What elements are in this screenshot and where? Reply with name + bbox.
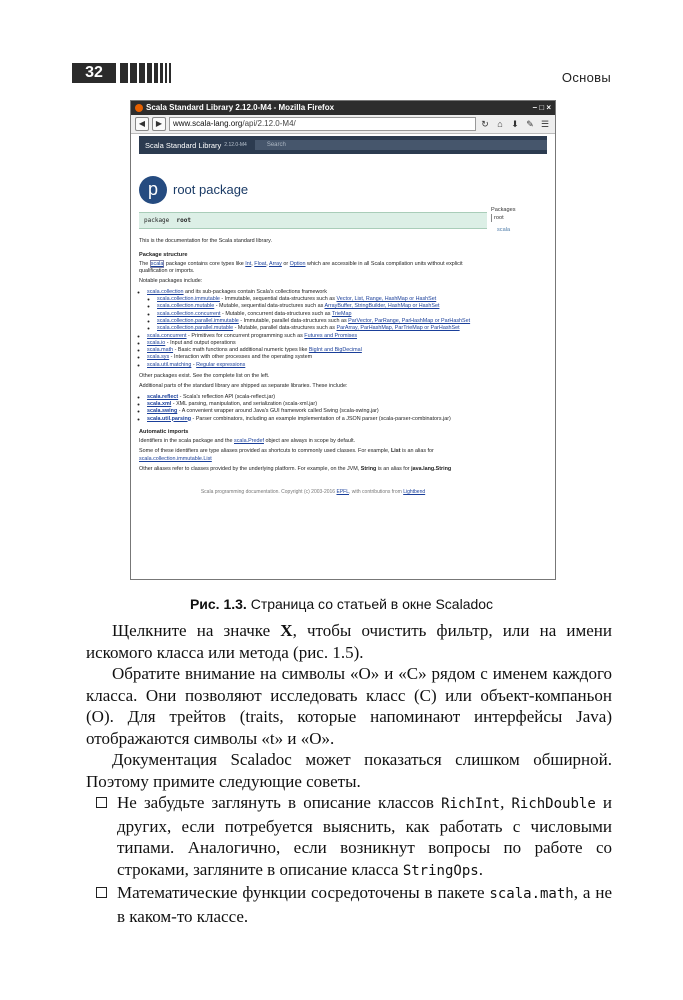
package-link[interactable]: scala.math <box>147 347 174 354</box>
class-links[interactable]: TrieMap <box>331 310 352 317</box>
package-link[interactable]: scala.sys <box>147 354 170 361</box>
auto-imports-heading: Automatic imports <box>139 428 189 435</box>
text-span: - Immutable, parallel data-structures such as <box>238 317 349 324</box>
text-span: package contains core types like <box>164 260 246 267</box>
package-link[interactable]: scala.collection.immutable <box>157 296 220 303</box>
class-links[interactable]: ParArray, ParHashMap, ParTrieMap or ParHashSet <box>336 325 460 332</box>
text-span: object are always in scope by default. <box>263 438 356 445</box>
text-span: The <box>139 260 150 267</box>
checkbox-bullet-icon <box>96 797 107 808</box>
page-number: 32 <box>72 63 116 83</box>
caption-label: Рис. 1.3. <box>189 596 247 612</box>
text-span: Some of these identifiers are type aliases provided as shortcuts to commonly used classes. For example, <box>139 448 391 455</box>
bullet-text <box>117 792 612 882</box>
text-span: и других, если потребуется выяснить, как работать с числовыми типами. Аналогично, если возникнут вопросы по работе со строками, загляните в описание класса <box>117 793 612 879</box>
class-links[interactable]: Vector, List, Range, HashMap or HashSet <box>336 296 437 303</box>
firefox-icon <box>135 104 143 112</box>
paragraph: Обратите внимание на символы «O» и «C» рядом с именем каждого класса. Они позволяют исследовать класс (C) или объект-компаньон (O). Для трейтов (traits, которые напоминают интерфейсы Java) отображаются символы «t» и «O». <box>86 664 612 748</box>
browser-titlebar <box>131 101 555 115</box>
window-title: Scala Standard Library 2.12.0-M4 - Mozilla Firefox <box>146 103 335 112</box>
lightbend-link[interactable]: Lightbend <box>403 489 426 496</box>
list-item <box>157 303 487 310</box>
auto-imports-p1 <box>139 438 487 445</box>
collection-sublist <box>147 296 487 332</box>
list-item <box>157 325 487 332</box>
type-link-int[interactable]: Int <box>245 260 252 267</box>
download-icon[interactable]: ⬇ <box>511 118 519 129</box>
type-link-option[interactable]: Option <box>289 260 306 267</box>
search-input[interactable]: Search <box>255 140 547 150</box>
code-span: StringOps <box>402 862 479 879</box>
package-signature <box>139 212 487 229</box>
bullet-item <box>96 882 612 927</box>
text-span: - Interaction with other processes and the operating system <box>169 354 313 361</box>
other-packages-text: Other packages exist. See the complete list on the left. <box>139 373 270 380</box>
forward-button[interactable]: ▶ <box>152 117 166 131</box>
list-item <box>147 362 487 369</box>
list-item <box>147 408 487 415</box>
list-item <box>157 318 487 325</box>
scaladoc-header <box>139 136 547 154</box>
structure-heading: Package structure <box>139 251 188 258</box>
site-version: 2.12.0-M4 <box>224 142 247 148</box>
list-item <box>147 347 487 354</box>
figure-caption <box>0 596 683 612</box>
figure-screenshot <box>130 100 556 580</box>
package-link[interactable]: scala.concurrent <box>147 332 187 339</box>
text-span: - Immutable, sequential data-structures such as <box>219 296 337 303</box>
text-span: which are accessible in all Scala compilation units without explicit qualification or imports. <box>139 260 463 275</box>
window-controls[interactable]: – □ × <box>532 103 551 112</box>
signature-name: root <box>176 217 191 224</box>
package-link[interactable]: scala.collection.concurrent <box>157 310 221 317</box>
text-span: is an alias for <box>400 448 434 455</box>
list-item <box>157 311 487 318</box>
type-link-array[interactable]: Array <box>268 260 282 267</box>
epfl-link[interactable]: EPFL <box>336 489 349 496</box>
text-span: , with contributions from <box>349 489 404 496</box>
list-item <box>157 296 487 303</box>
text-span: - Mutable, sequential data-structures such as <box>214 303 325 310</box>
list-item <box>147 333 487 340</box>
url-path: /api/2.12.0-M4/ <box>242 119 296 128</box>
text-span: , чтобы очистить фильтр, или на имени искомого класса или метода (рис. 1.5). <box>86 621 612 662</box>
wrench-icon[interactable]: ✎ <box>526 118 534 129</box>
text-span: - Input and output operations <box>165 339 236 346</box>
url-host: www.scala-lang.org <box>173 119 243 128</box>
package-link[interactable]: scala.collection <box>147 288 184 295</box>
text-span: Щелкните на значке <box>112 621 281 640</box>
package-link[interactable]: scala.reflect <box>147 393 179 400</box>
package-link[interactable]: scala.xml <box>147 400 172 407</box>
list-item <box>147 289 487 333</box>
notable-label: Notable packages include: <box>139 278 203 285</box>
body-text <box>86 620 612 927</box>
back-button[interactable]: ◀ <box>135 117 149 131</box>
package-link[interactable]: scala.io <box>147 339 166 346</box>
page-number-decoration <box>120 63 171 83</box>
list-item <box>147 394 487 401</box>
checkbox-bullet-icon <box>96 887 107 898</box>
package-heading <box>139 176 487 204</box>
text-span: - Scala's reflection API (scala-reflect.jar) <box>178 393 276 400</box>
package-link[interactable]: scala.collection.parallel.immutable <box>157 317 239 324</box>
scaladoc-main <box>139 160 487 497</box>
code-span: scala.math <box>489 886 574 902</box>
class-links[interactable]: BigInt and BigDecimal <box>308 347 362 354</box>
type-link-float[interactable]: Float <box>254 260 267 267</box>
package-link[interactable]: scala.collection.mutable <box>157 303 215 310</box>
paragraph <box>86 620 612 663</box>
package-link[interactable]: scala.swing <box>147 408 178 415</box>
class-links[interactable]: Regular expressions <box>196 361 246 368</box>
package-link[interactable]: scala.collection.parallel.mutable <box>157 325 234 332</box>
bullet-text <box>117 882 612 927</box>
text-span: is an alias for <box>376 466 412 473</box>
site-title: Scala Standard Library <box>145 140 222 150</box>
list-type: List <box>390 448 401 455</box>
code-span: RichInt <box>441 796 501 812</box>
text-span: Identifiers in the scala package and the <box>139 438 234 445</box>
browser-navbar <box>131 115 555 134</box>
running-head: Основы <box>561 70 611 85</box>
package-link[interactable]: scala.util.matching <box>147 361 192 368</box>
scala-link[interactable]: scala <box>150 260 164 267</box>
class-links[interactable]: ParVector, ParRange, ParHashMap or ParHashSet <box>348 317 471 324</box>
string-type: String <box>360 466 377 473</box>
home-icon[interactable]: ⌂ <box>497 119 503 129</box>
auto-imports-p3 <box>139 466 487 473</box>
class-links[interactable]: ArrayBuffer, StringBuilder, HashMap or HashSet <box>324 303 440 310</box>
code-span: RichDouble <box>511 796 596 812</box>
auto-imports-p2 <box>139 448 487 463</box>
paragraph: Документация Scaladoc может показаться слишком обширной. Поэтому примите следующие советы. <box>86 750 612 791</box>
structure-paragraph: The scala package contains core types like Int, Float, Array or Option which are accessible in all Scala compilation units without explicit qualification or imports. <box>139 260 463 275</box>
text-span: - Mutable, concurrent data-structures such as <box>220 310 332 317</box>
class-links[interactable]: Futures and Promises <box>304 332 358 339</box>
text-span: - XML parsing, manipulation, and serialization (scala-xml.jar) <box>171 400 317 407</box>
scaladoc-page <box>131 134 555 579</box>
package-title: root package <box>173 182 249 198</box>
reload-icon[interactable]: ↻ <box>481 118 489 129</box>
text-span: - Parser combinators, including an example implementation of a JSON parser (scala-parser-combinators.jar) <box>191 415 451 422</box>
text-span: , а не в каком-то классе. <box>117 883 612 926</box>
bullet-item <box>96 792 612 882</box>
java-string-type: java.lang.String <box>411 466 452 473</box>
list-item <box>147 401 487 408</box>
intro-text: This is the documentation for the Scala standard library. <box>139 238 272 245</box>
text-span: Scala programming documentation. Copyright (c) 2003-2016 <box>200 489 337 496</box>
package-icon: p <box>139 176 167 204</box>
side-scala-item[interactable]: scala <box>497 227 511 233</box>
x-symbol: X <box>280 621 293 640</box>
separate-libraries-list <box>139 394 487 423</box>
additional-intro: Additional parts of the standard library are shipped as separate libraries. These include: <box>139 383 348 390</box>
text-span: and its sub-packages contain Scala's collections framework <box>183 288 327 295</box>
package-link[interactable]: scala.util.parsing <box>147 415 192 422</box>
text-span: - Primitives for concurrent programming such as <box>186 332 305 339</box>
text-span: - Basic math functions and additional numeric types like <box>173 347 309 354</box>
text-span: Other aliases refer to classes provided by the underlying platform. For example, on the JVM, <box>139 466 361 473</box>
text-span: Математические функции сосредоточены в пакете <box>117 883 490 902</box>
immutable-list-link[interactable]: scala.collection.immutable.List <box>139 455 212 462</box>
text-span: , <box>500 793 512 812</box>
scaladoc-footer <box>139 489 487 496</box>
list-item <box>147 354 487 361</box>
caption-text: Страница со статьей в окне Scaladoc <box>246 596 494 612</box>
side-heading: Packages <box>491 207 516 213</box>
list-item <box>147 416 487 423</box>
signature-keyword: package <box>144 217 170 224</box>
text-span: . <box>478 859 483 879</box>
text-span: - A convenient wrapper around Java's GUI framework called Swing (scala-swing.jar) <box>177 408 379 415</box>
list-item <box>147 340 487 347</box>
text-span: - Mutable, parallel data-structures such as <box>233 325 337 332</box>
text-span: Не забудьте заглянуть в описание классов <box>117 793 442 812</box>
side-root-item[interactable]: root <box>491 214 516 222</box>
predef-link[interactable]: scala.Predef <box>234 438 264 445</box>
text-span: - <box>191 361 197 368</box>
menu-icon[interactable]: ☰ <box>540 118 550 129</box>
url-bar[interactable] <box>169 117 476 131</box>
packages-sidebar <box>491 206 516 234</box>
notable-packages-list <box>139 289 487 369</box>
